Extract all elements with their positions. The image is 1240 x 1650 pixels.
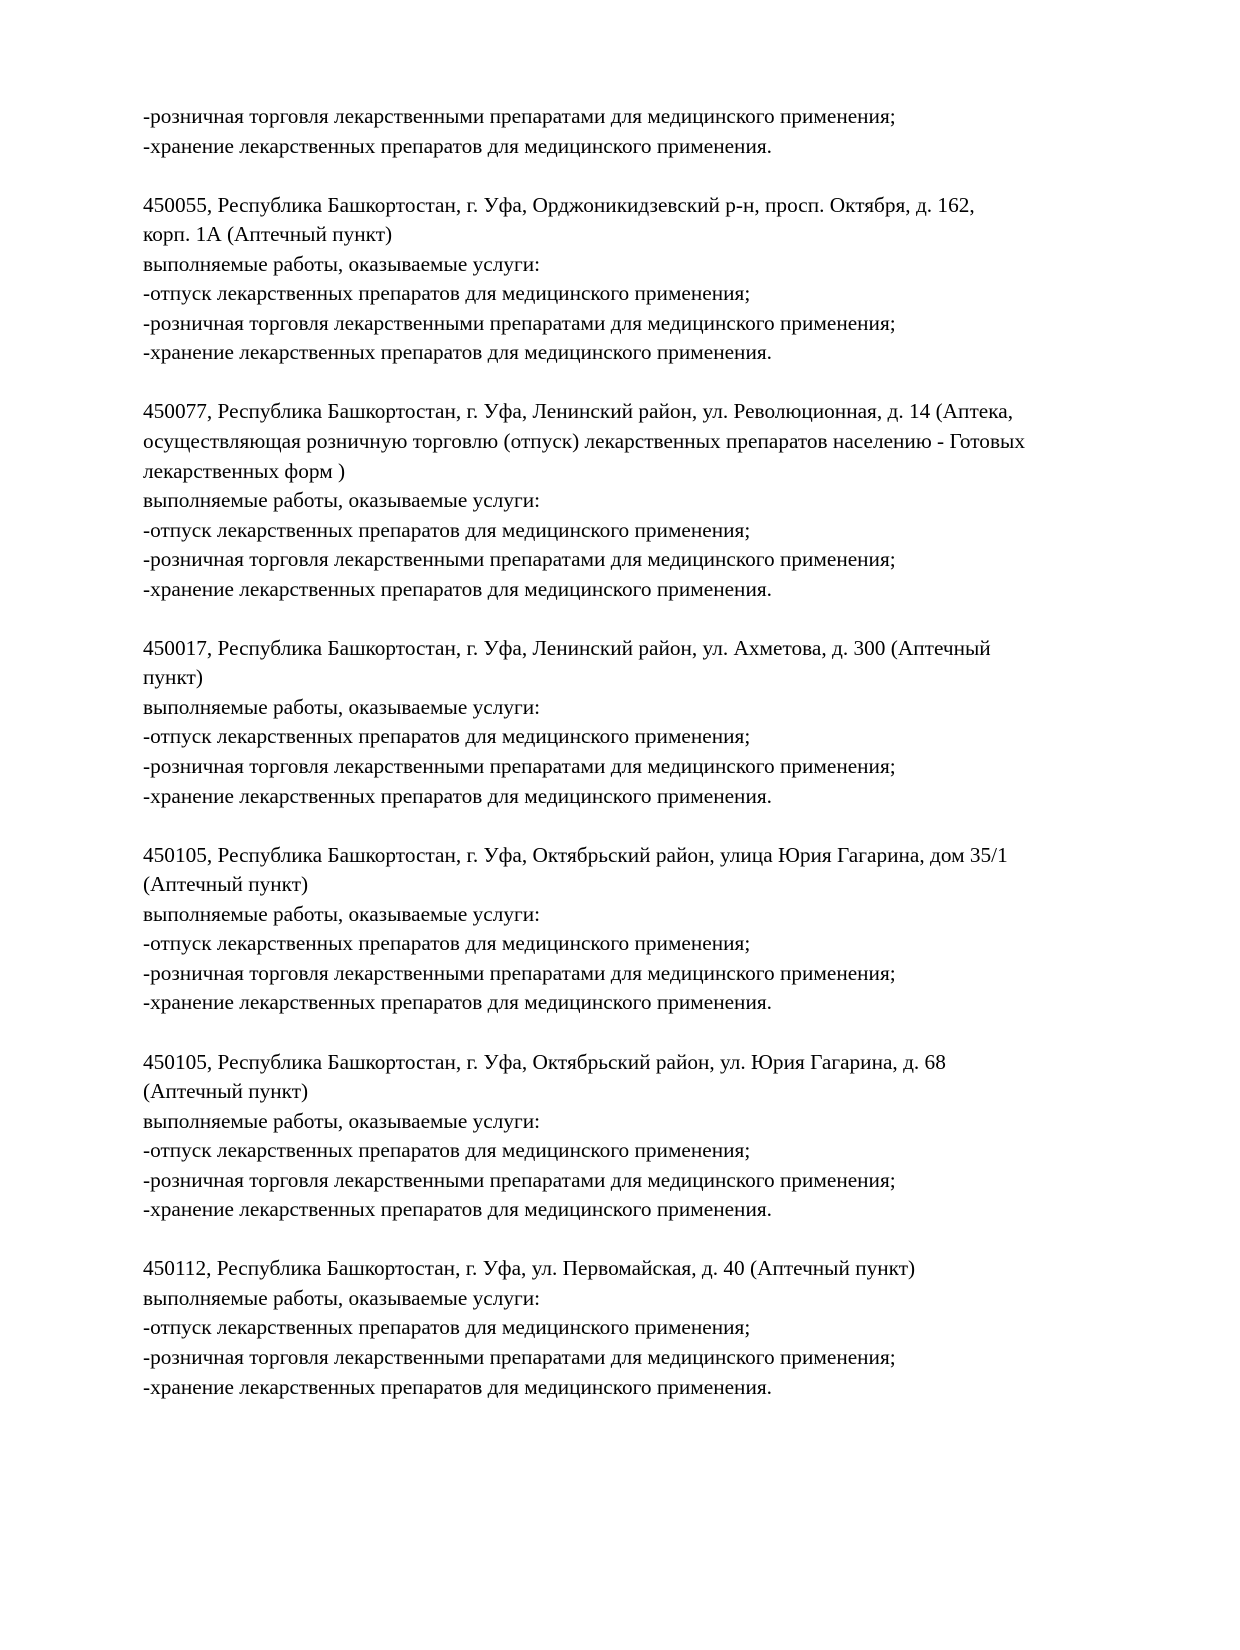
pharmacy-entry xyxy=(143,634,1153,811)
service-line: -хранение лекарственных препаратов для медицинского применения. xyxy=(143,783,772,808)
address-line: лекарственных форм ) xyxy=(143,458,346,483)
service-line: -хранение лекарственных препаратов для медицинского применения. xyxy=(143,576,772,601)
service-line: -отпуск лекарственных препаратов для медицинского применения; xyxy=(143,724,751,749)
service-line: -розничная торговля лекарственными препаратами для медицинского применения; xyxy=(143,1344,896,1369)
address-line: (Аптечный пункт) xyxy=(143,1079,309,1104)
address-line: 450105, Республика Башкортостан, г. Уфа, Октябрьский район, улица Юрия Гагарина, дом 35/1 xyxy=(143,842,1008,867)
service-line: -отпуск лекарственных препаратов для медицинского применения; xyxy=(143,1138,751,1163)
service-line: -розничная торговля лекарственными препаратами для медицинского применения; xyxy=(143,310,896,335)
services-heading: выполняемые работы, оказываемые услуги: xyxy=(143,901,541,926)
service-line: -отпуск лекарственных препаратов для медицинского применения; xyxy=(143,281,751,306)
document-page xyxy=(143,102,1153,1432)
services-heading: выполняемые работы, оказываемые услуги: xyxy=(143,1285,541,1310)
service-line: -хранение лекарственных препаратов для медицинского применения. xyxy=(143,133,772,158)
service-line: -розничная торговля лекарственными препаратами для медицинского применения; xyxy=(143,1167,896,1192)
address-line: 450077, Республика Башкортостан, г. Уфа, Ленинский район, ул. Революционная, д. 14 (Аптека, xyxy=(143,399,1014,424)
address-line: (Аптечный пункт) xyxy=(143,872,309,897)
services-heading: выполняемые работы, оказываемые услуги: xyxy=(143,251,541,276)
pharmacy-entry xyxy=(143,1048,1153,1225)
service-line: -отпуск лекарственных препаратов для медицинского применения; xyxy=(143,1315,751,1340)
service-line: -отпуск лекарственных препаратов для медицинского применения; xyxy=(143,517,751,542)
service-line: -розничная торговля лекарственными препаратами для медицинского применения; xyxy=(143,547,896,572)
address-line: 450105, Республика Башкортостан, г. Уфа, Октябрьский район, ул. Юрия Гагарина, д. 68 xyxy=(143,1049,946,1074)
service-line: -хранение лекарственных препаратов для медицинского применения. xyxy=(143,340,772,365)
pharmacy-entry xyxy=(143,1254,1153,1402)
services-heading: выполняемые работы, оказываемые услуги: xyxy=(143,694,541,719)
services-heading: выполняемые работы, оказываемые услуги: xyxy=(143,488,541,513)
pharmacy-entry xyxy=(143,841,1153,1018)
address-line: 450055, Республика Башкортостан, г. Уфа, Орджоникидзевский р-н, просп. Октября, д. 162, xyxy=(143,192,975,217)
address-line: пункт) xyxy=(143,665,203,690)
service-line: -розничная торговля лекарственными препаратами для медицинского применения; xyxy=(143,104,896,128)
service-line: -хранение лекарственных препаратов для медицинского применения. xyxy=(143,1197,772,1222)
pharmacy-entry xyxy=(143,397,1153,604)
service-line: -розничная торговля лекарственными препаратами для медицинского применения; xyxy=(143,960,896,985)
address-line: осуществляющая розничную торговлю (отпуск) лекарственных препаратов населению - Готовых xyxy=(143,429,1025,454)
address-line: 450017, Республика Башкортостан, г. Уфа, Ленинский район, ул. Ахметова, д. 300 (Аптечный xyxy=(143,635,991,660)
intro-services-continuation xyxy=(143,102,1153,161)
service-line: -розничная торговля лекарственными препаратами для медицинского применения; xyxy=(143,754,896,779)
service-line: -отпуск лекарственных препаратов для медицинского применения; xyxy=(143,931,751,956)
service-line: -хранение лекарственных препаратов для медицинского применения. xyxy=(143,1374,772,1399)
address-line: 450112, Республика Башкортостан, г. Уфа, ул. Первомайская, д. 40 (Аптечный пункт) xyxy=(143,1256,916,1281)
services-heading: выполняемые работы, оказываемые услуги: xyxy=(143,1108,541,1133)
service-line: -хранение лекарственных препаратов для медицинского применения. xyxy=(143,990,772,1015)
pharmacy-entry xyxy=(143,191,1153,368)
address-line: корп. 1А (Аптечный пункт) xyxy=(143,222,393,247)
